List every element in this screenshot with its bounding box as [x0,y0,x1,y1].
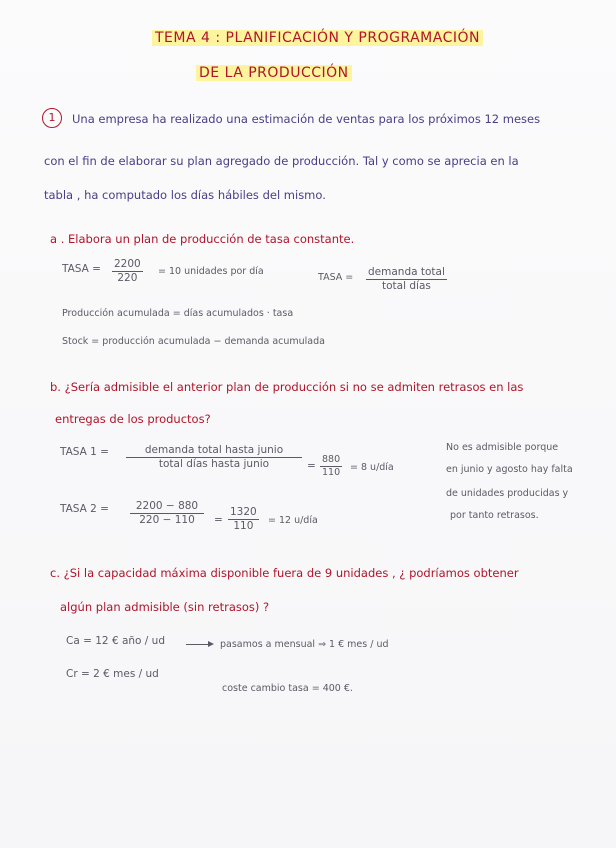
ca-line: Ca = 12 € año / ud [66,635,166,647]
tasa2-value-denominator: 110 [233,520,254,532]
problem-statement-line-2: con el fin de elaborar su plan agregado de producción. Tal y como se aprecia en la [44,154,519,168]
tasa1-value-fraction [320,454,342,478]
problem-statement-line-1: Una empresa ha realizado una estimación de ventas para los próximos 12 meses [72,112,541,126]
part-b-heading-line-1: b. ¿Sería admisible el anterior plan de producción si no se admiten retrasos en las [50,380,524,394]
note-line-1: No es admisible porque [446,442,559,453]
tasa2-result: = 12 u/día [268,515,318,526]
part-c-heading-line-1: c. ¿Si la capacidad máxima disponible fuera de 9 unidades , ¿ podríamos obtener [50,566,519,580]
tasa1-value-numerator: 880 [322,454,341,465]
part-b-heading-line-2: entregas de los productos? [55,412,211,426]
tasa2-numerator: 2200 − 880 [130,500,204,514]
tasa-fraction [112,258,143,284]
tasa2-denominator: 220 − 110 [139,514,195,526]
tasa1-equals: = [307,460,316,472]
tasa1-label: TASA 1 = [60,446,109,458]
tasa1-fraction [126,444,302,470]
tasa2-label: TASA 2 = [60,503,109,515]
tasa-definition-label: TASA = [318,272,354,283]
part-c-heading-line-2: algún plan admisible (sin retrasos) ? [60,600,270,614]
tasa2-value-fraction [228,506,259,532]
tasa-definition-fraction [366,266,447,292]
cr-line: Cr = 2 € mes / ud [66,668,159,680]
stock-line: Stock = producción acumulada − demanda acumulada [62,336,325,347]
tasa-label: TASA = [62,263,101,275]
note-line-2: en junio y agosto hay falta [446,464,573,475]
tasa1-denominator: total días hasta junio [158,458,270,470]
produccion-acumulada-line: Producción acumulada = días acumulados · tasa [62,308,294,319]
tasa2-value-numerator: 1320 [230,506,257,518]
note-line-3: de unidades producidas y [446,488,569,499]
tasa-numerator: 2200 [114,258,141,270]
part-a-heading: a . Elabora un plan de producción de tasa constante. [50,232,355,246]
tasa1-numerator: demanda total hasta junio [126,444,302,458]
problem-number: 1 [42,108,62,128]
tasa-result: = 10 unidades por día [158,266,264,277]
tasa2-fraction [130,500,204,526]
coste-cambio-tasa-line: coste cambio tasa = 400 €. [222,683,353,694]
problem-statement-line-3: tabla , ha computado los días hábiles del mismo. [44,188,326,202]
tasa-definition-numerator: demanda total [368,266,445,278]
ca-conversion: pasamos a mensual ⇒ 1 € mes / ud [220,639,389,650]
tasa2-equals: = [214,514,223,526]
tasa-denominator: 220 [117,272,138,284]
title-line-2: DE LA PRODUCCIÓN [196,65,352,81]
tasa-definition-denominator: total días [382,280,431,292]
tasa1-value-denominator: 110 [322,467,341,478]
arrow-icon [186,644,212,645]
tasa1-result: = 8 u/día [350,462,394,473]
title-line-1: TEMA 4 : PLANIFICACIÓN Y PROGRAMACIÓN [152,30,483,46]
note-line-4: por tanto retrasos. [450,510,539,521]
